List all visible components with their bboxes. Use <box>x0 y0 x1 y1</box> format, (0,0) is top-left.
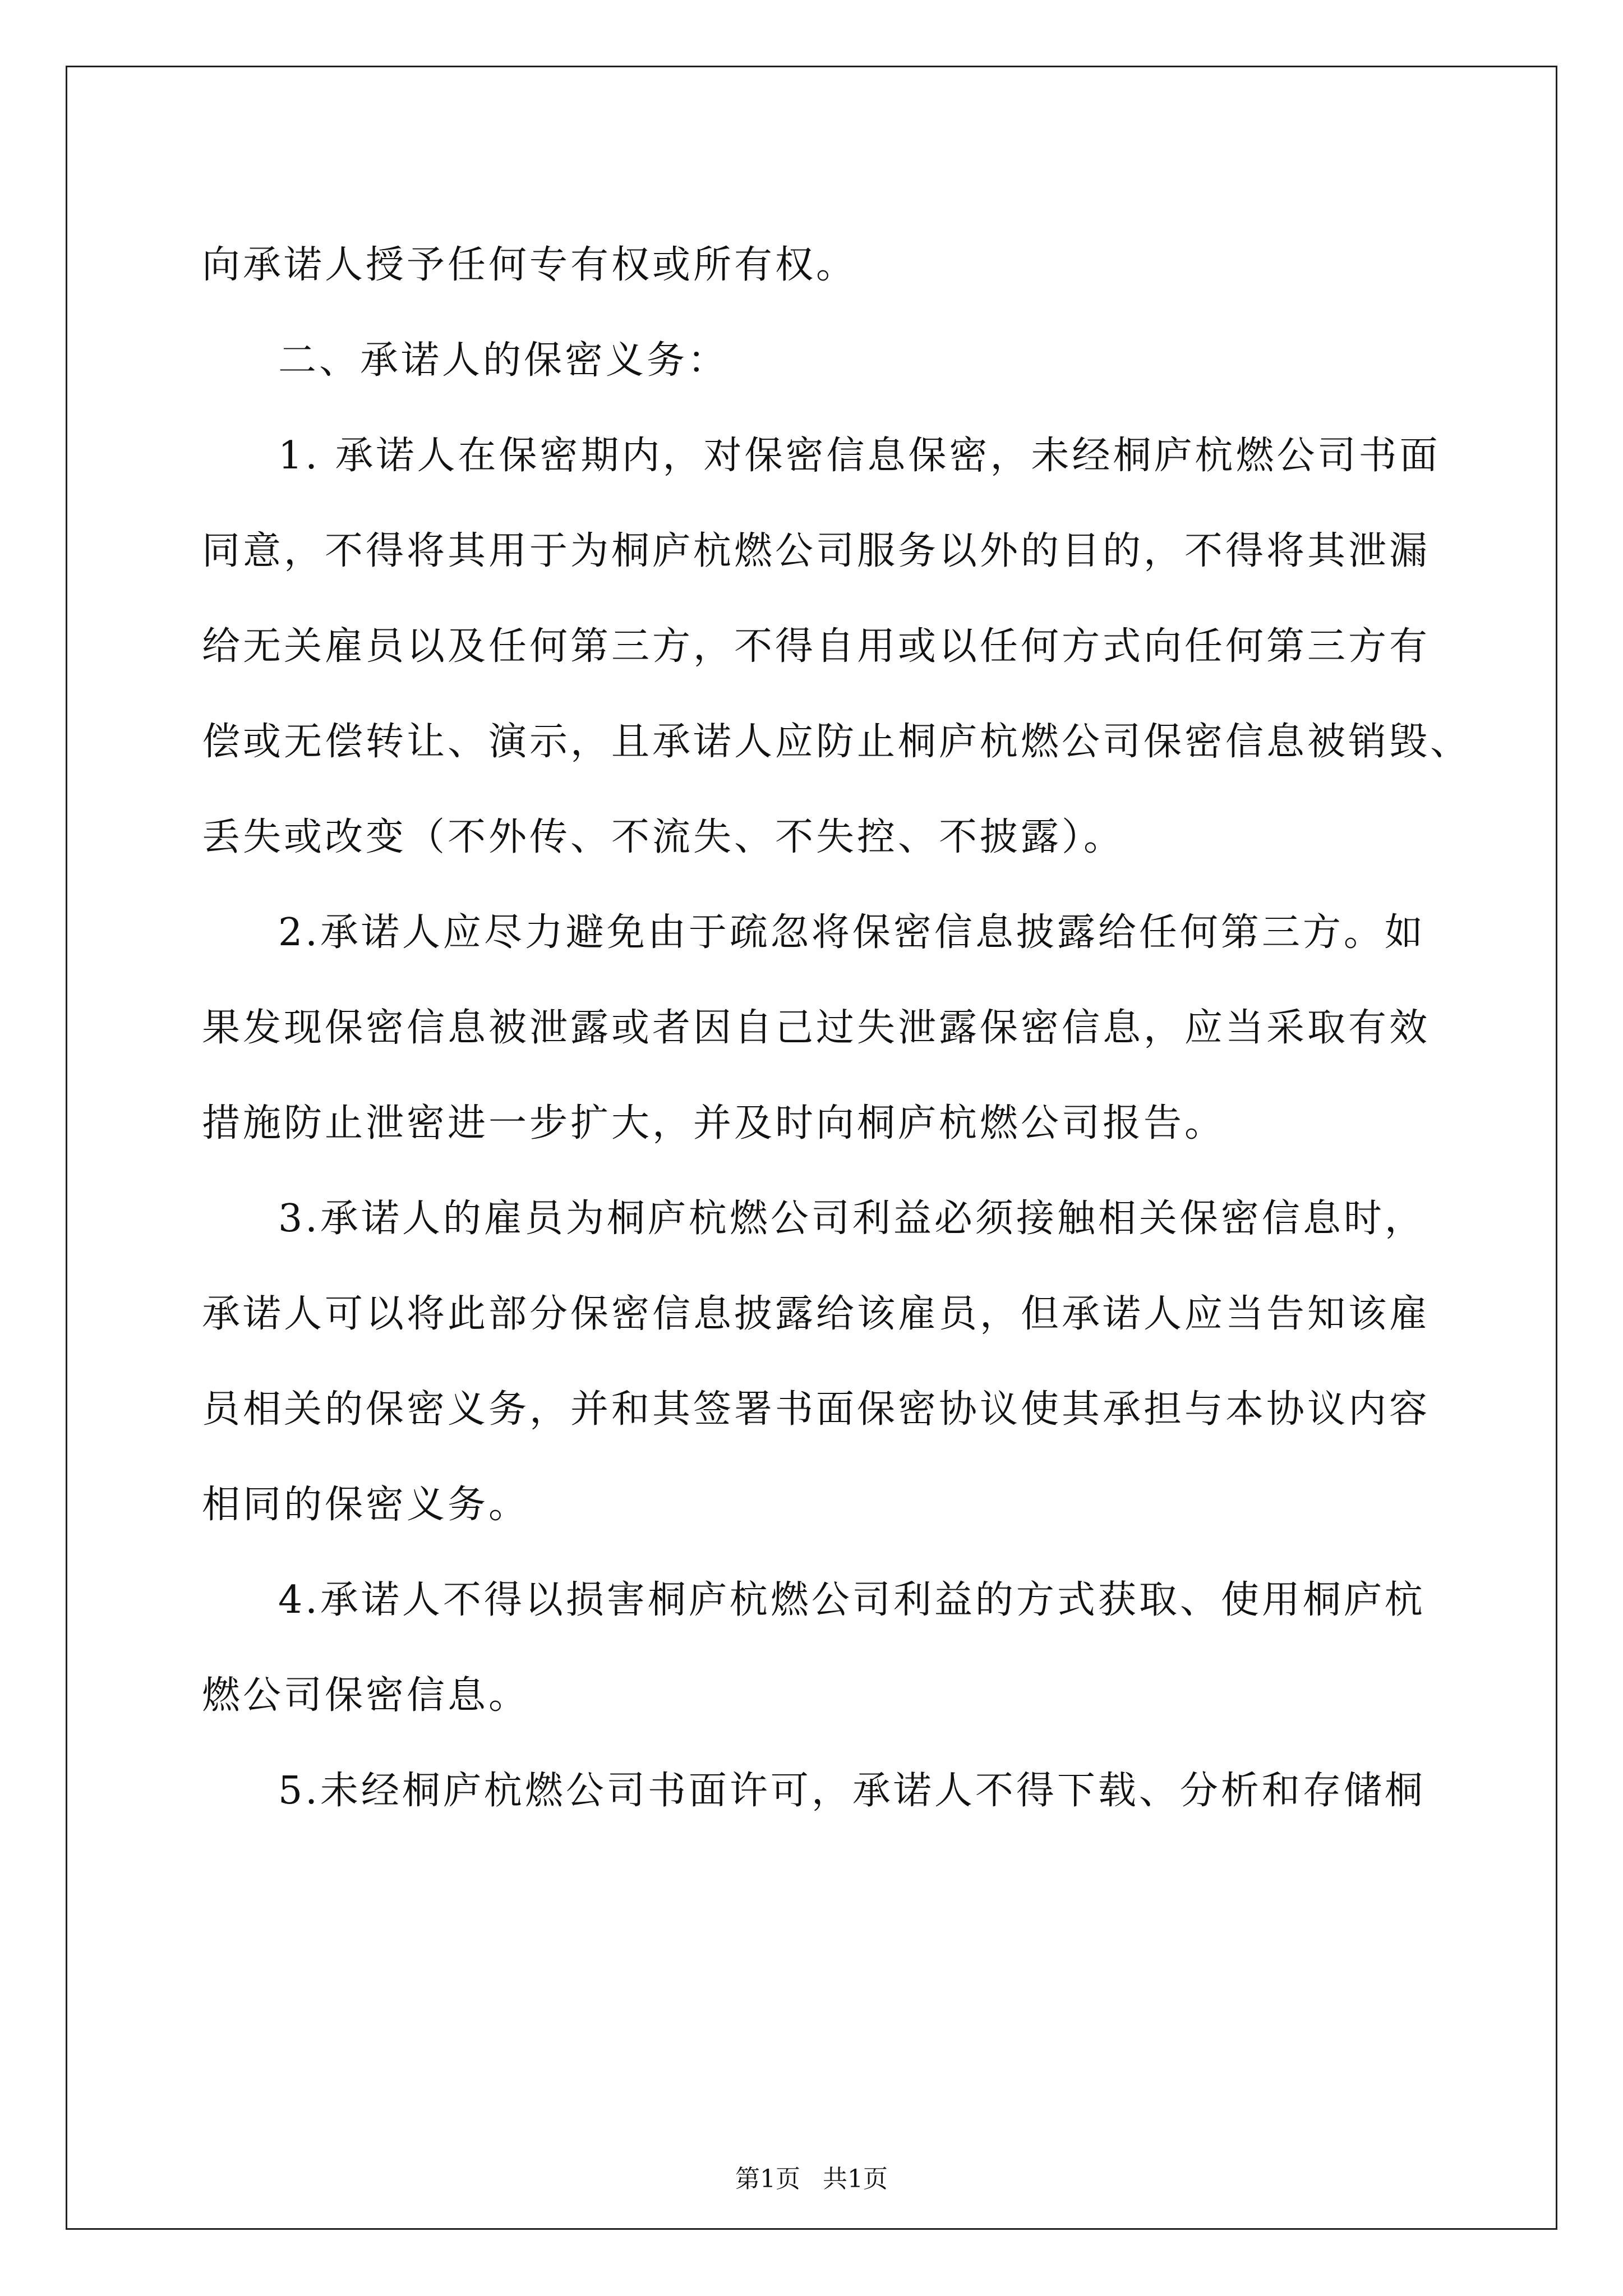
text-line: 向承诺人授予任何专有权或所有权。 <box>202 243 857 287</box>
text-line: 相同的保密义务。 <box>202 1483 530 1527</box>
text-line: 承诺人可以将此部分保密信息披露给该雇员，但承诺人应当告知该雇 <box>202 1292 1431 1336</box>
text-line: 给无关雇员以及任何第三方，不得自用或以任何方式向任何第三方有 <box>202 624 1431 669</box>
text-line: 3.承诺人的雇员为桐庐杭燃公司利益必须接触相关保密信息时， <box>278 1197 1426 1241</box>
text-line: 果发现保密信息被泄露或者因自己过失泄露保密信息，应当采取有效 <box>202 1006 1431 1050</box>
text-line: 措施防止泄密进一步扩大，并及时向桐庐杭燃公司报告。 <box>202 1101 1226 1145</box>
page-footer <box>0 2162 1623 2196</box>
text-line: 4.承诺人不得以损害桐庐杭燃公司利益的方式获取、使用桐庐杭 <box>278 1578 1426 1622</box>
text-line: 同意，不得将其用于为桐庐杭燃公司服务以外的目的，不得将其泄漏 <box>202 529 1431 573</box>
page-number: 第1页 <box>735 2165 800 2193</box>
section-heading: 二、承诺人的保密义务： <box>278 338 729 383</box>
text-line: 燃公司保密信息。 <box>202 1673 530 1718</box>
text-line: 员相关的保密义务，并和其签署书面保密协议使其承担与本协议内容 <box>202 1387 1431 1432</box>
text-line: 1. 承诺人在保密期内，对保密信息保密，未经桐庐杭燃公司书面 <box>278 434 1441 478</box>
text-line: 丢失或改变（不外传、不流失、不失控、不披露）。 <box>202 815 1125 859</box>
text-line: 偿或无偿转让、演示，且承诺人应防止桐庐杭燃公司保密信息被销毁、 <box>202 720 1472 764</box>
page-total: 共1页 <box>823 2165 888 2193</box>
text-line: 2.承诺人应尽力避免由于疏忽将保密信息披露给任何第三方。如 <box>278 910 1426 955</box>
text-line: 5.未经桐庐杭燃公司书面许可，承诺人不得下载、分析和存储桐 <box>278 1769 1426 1813</box>
